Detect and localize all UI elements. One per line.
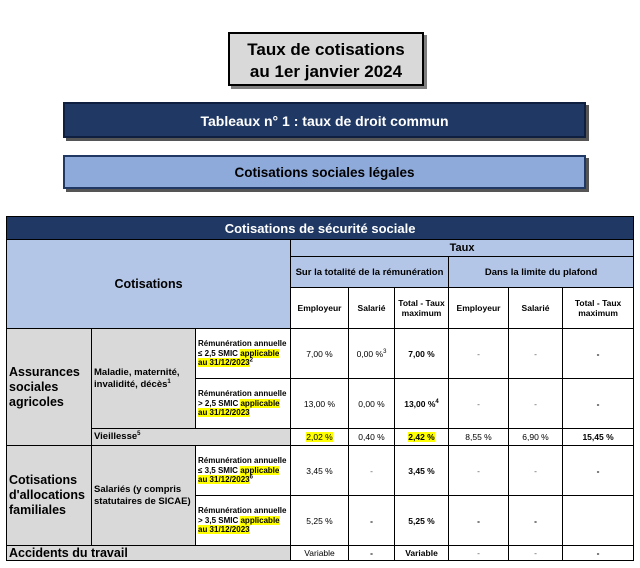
af2-plafond-employeur: - <box>449 496 509 546</box>
remuneration-le-3-5-smic: Rémunération annuelle ≤ 3,5 SMIC applicable au 31/12/2023$^6$ <box>196 446 291 496</box>
vieillesse-plafond-salarie: 6,90 % <box>509 429 563 446</box>
banner-tableau-1: Tableaux n° 1 : taux de droit commun <box>63 102 586 138</box>
af2-total: 5,25 % <box>395 496 449 546</box>
maladie1-plafond-total: - <box>563 329 634 379</box>
vieillesse-plafond-employeur: 8,55 % <box>449 429 509 446</box>
vieillesse-total: 2,42 % <box>395 429 449 446</box>
af1-total: 3,45 % <box>395 446 449 496</box>
at-plafond-total: - <box>563 546 634 561</box>
assurances-sociales-label: Assurances sociales agricoles <box>7 329 92 446</box>
remuneration-gt-3-5-smic: Rémunération annuelle > 3,5 SMIC applicable au 31/12/2023 <box>196 496 291 546</box>
remuneration-gt-2-5-smic: Rémunération annuelle > 2,5 SMIC applicable au 31/12/2023 <box>196 379 291 429</box>
maladie2-plafond-total: - <box>563 379 634 429</box>
vieillesse-salarie: 0,40 % <box>349 429 395 446</box>
af1-plafond-salarie: - <box>509 446 563 496</box>
maladie2-total: 13,00 %$^4$ <box>395 379 449 429</box>
title-line-2: au 1er janvier 2024 <box>249 62 403 81</box>
group-totalite-header: Sur la totalité de la rémunération <box>291 257 449 288</box>
col-plafond-salarie: Salarié <box>509 288 563 329</box>
af1-employeur: 3,45 % <box>291 446 349 496</box>
cotisations-allocations-familiales-label: Cotisations d'allocations familiales <box>7 446 92 546</box>
maladie2-plafond-employeur: - <box>449 379 509 429</box>
col-plafond-total: Total - Taux maximum <box>563 288 634 329</box>
vieillesse-employeur: 2,02 % <box>291 429 349 446</box>
salaries-label: Salariés (y compris statutaires de SICAE) <box>92 446 196 546</box>
banner-cotisations-legales: Cotisations sociales légales <box>63 155 586 189</box>
col-employeur: Employeur <box>291 288 349 329</box>
af2-salarie: - <box>349 496 395 546</box>
vieillesse-label: Vieillesse$^5$ <box>92 429 291 446</box>
at-plafond-salarie: - <box>509 546 563 561</box>
taux-header: Taux <box>291 240 634 257</box>
title-line-1: Taux de cotisations <box>247 40 405 59</box>
table-main-header: Cotisations de sécurité sociale <box>7 217 634 240</box>
af2-plafond-salarie: - <box>509 496 563 546</box>
at-plafond-employeur: - <box>449 546 509 561</box>
maladie-label: Maladie, maternité, invalidité, décès$^1$ <box>92 329 196 429</box>
maladie2-employeur: 13,00 % <box>291 379 349 429</box>
af2-plafond-total <box>563 496 634 546</box>
remuneration-le-2-5-smic: Rémunération annuelle ≤ 2,5 SMIC applicable au 31/12/2023$^2$ <box>196 329 291 379</box>
af1-salarie: - <box>349 446 395 496</box>
col-plafond-employeur: Employeur <box>449 288 509 329</box>
cotisations-table <box>6 216 634 561</box>
at-salarie: - <box>349 546 395 561</box>
group-plafond-header: Dans la limite du plafond <box>449 257 634 288</box>
at-employeur: Variable <box>291 546 349 561</box>
accidents-du-travail-label: Accidents du travail <box>7 546 291 561</box>
at-total: Variable <box>395 546 449 561</box>
vieillesse-plafond-total: 15,45 % <box>563 429 634 446</box>
af2-employeur: 5,25 % <box>291 496 349 546</box>
maladie2-plafond-salarie: - <box>509 379 563 429</box>
maladie1-employeur: 7,00 % <box>291 329 349 379</box>
maladie1-plafond-employeur: - <box>449 329 509 379</box>
col-salarie: Salarié <box>349 288 395 329</box>
af1-plafond-total: - <box>563 446 634 496</box>
maladie1-plafond-salarie: - <box>509 329 563 379</box>
cotisations-header: Cotisations <box>7 240 291 329</box>
maladie1-total: 7,00 % <box>395 329 449 379</box>
af1-plafond-employeur: - <box>449 446 509 496</box>
maladie2-salarie: 0,00 % <box>349 379 395 429</box>
col-total: Total - Taux maximum <box>395 288 449 329</box>
document-title <box>228 32 424 86</box>
maladie1-salarie: 0,00 %$^3$ <box>349 329 395 379</box>
